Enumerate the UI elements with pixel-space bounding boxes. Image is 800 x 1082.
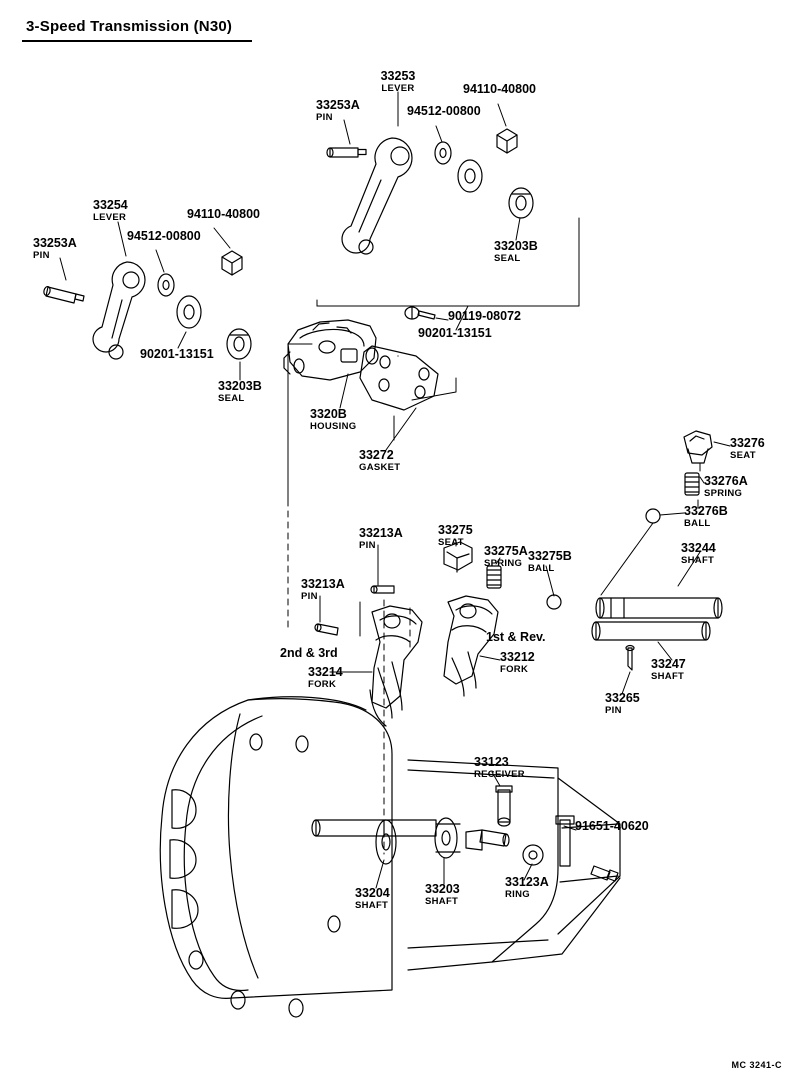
part-label-94512-00800-top: 94512-00800 (407, 104, 481, 118)
leader-lines (60, 92, 730, 888)
part-label-33213a-lower: 33213A PIN (301, 577, 345, 602)
seal-33203b-left (227, 329, 251, 359)
part-label-33253a-top: 33253A PIN (316, 98, 360, 123)
gasket-33272 (360, 346, 438, 410)
washer-94512-00800-left (158, 274, 174, 296)
part-label-33275: 33275 SEAT (438, 523, 473, 548)
page-title: 3-Speed Transmission (N30) (26, 18, 233, 35)
annotation-2nd-3rd: 2nd & 3rd (280, 646, 338, 660)
receiver-33123 (496, 786, 512, 826)
part-label-33275b: 33275B BALL (528, 549, 572, 574)
fork-33214 (370, 606, 422, 726)
pin-33213a-lower (315, 624, 338, 635)
part-label-33265: 33265 PIN (605, 691, 640, 716)
part-label-33123: 33123 RECEIVER (474, 755, 525, 780)
lever-33254 (93, 262, 145, 359)
pin-33265 (626, 646, 634, 671)
housing-3320b (284, 320, 378, 380)
part-label-33272: 33272 GASKET (359, 448, 401, 473)
part-label-33203b-left: 33203B SEAL (218, 379, 262, 404)
part-label-33214: 33214 FORK (308, 665, 343, 690)
part-label-33203b-top: 33203B SEAL (494, 239, 538, 264)
part-label-33244: 33244 SHAFT (681, 541, 716, 566)
part-label-94512-00800-left: 94512-00800 (127, 229, 201, 243)
shaft-33247 (592, 622, 710, 640)
seal-33203b-top (509, 188, 533, 218)
part-label-33247: 33247 SHAFT (651, 657, 686, 682)
ring-33123a (523, 845, 543, 865)
part-label-33276b: 33276B BALL (684, 504, 728, 529)
part-label-94110-40800-left: 94110-40800 (187, 207, 260, 221)
part-label-33203: 33203 SHAFT (425, 882, 460, 907)
bell-housing (160, 697, 620, 1017)
lever-33253 (342, 138, 412, 254)
nut-94110-40800-top (497, 129, 517, 153)
part-label-33275a: 33275A SPRING (484, 544, 528, 569)
part-label-94110-40800-top: 94110-40800 (463, 82, 536, 96)
part-label-33213a-upper: 33213A PIN (359, 526, 403, 551)
part-label-33212: 33212 FORK (500, 650, 535, 675)
part-label-33253a-left: 33253A PIN (33, 236, 77, 261)
annotation-1st-rev: 1st & Rev. (486, 630, 546, 644)
shaft-33244 (596, 598, 722, 618)
nut-94110-40800-left (222, 251, 242, 275)
part-label-33276: 33276 SEAT (730, 436, 765, 461)
part-label-33254: 33254 LEVER (93, 198, 128, 223)
part-label-3320b: 3320B HOUSING (310, 407, 357, 432)
drawing-code: MC 3241-C (731, 1060, 782, 1070)
part-label-33276a: 33276A SPRING (704, 474, 748, 499)
bearing-90201-13151-left (177, 296, 201, 328)
washer-94512-00800-top (435, 142, 451, 164)
pin-33253a-left (43, 286, 84, 303)
bolt-90119-08072 (405, 307, 435, 319)
part-label-33123a: 33123A RING (505, 875, 549, 900)
part-label-91651-40620: 91651-40620 (575, 819, 649, 833)
part-label-90119-08072: 90119-08072 (448, 309, 521, 323)
fork-33212 (444, 596, 498, 696)
pin-33253a-top (327, 148, 366, 157)
seal-90201-13151-top (458, 160, 482, 192)
part-label-33253: 33253 LEVER (380, 69, 416, 94)
internal-shafts (312, 818, 509, 864)
part-label-90201-13151-top: 90201-13151 (418, 326, 492, 340)
pin-33213a-upper (371, 586, 394, 593)
part-label-33204: 33204 SHAFT (355, 886, 390, 911)
part-label-90201-13151-left: 90201-13151 (140, 347, 214, 361)
